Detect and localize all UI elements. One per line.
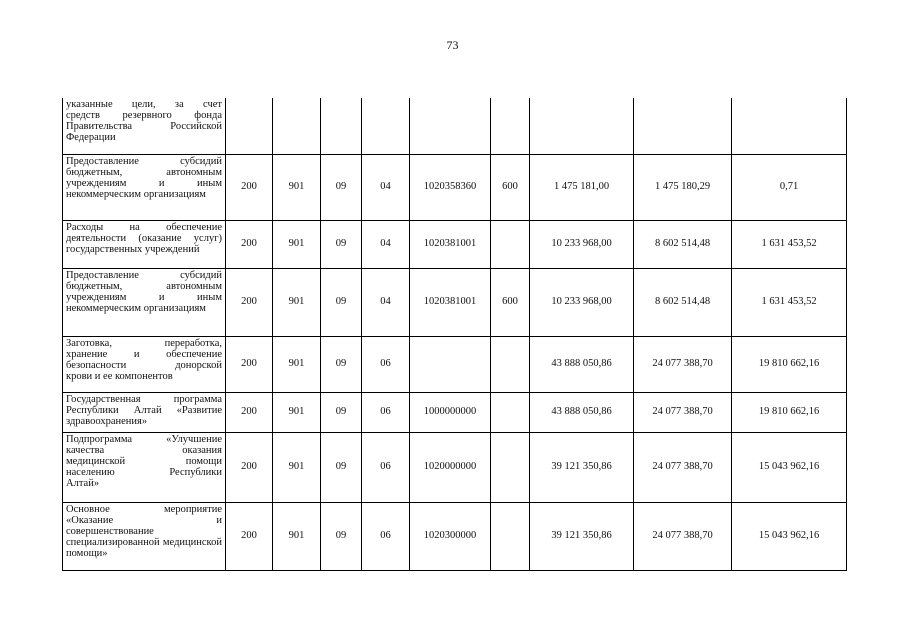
description-line: некоммерческим организациям xyxy=(66,302,206,314)
section-code: 09 xyxy=(321,432,362,502)
approved-amount: 43 888 050,86 xyxy=(530,392,634,432)
admin-code: 200 xyxy=(226,268,273,336)
admin-code xyxy=(226,98,273,154)
description-line: учреждениям и иным xyxy=(66,177,222,189)
expense-type-code xyxy=(491,432,530,502)
description-line: Основное мероприятие xyxy=(66,503,222,515)
description-line: Подпрограмма «Улучшение xyxy=(66,433,222,445)
unexecuted-amount xyxy=(732,98,847,154)
description-line: Предоставление субсидий xyxy=(66,269,222,281)
subsection-code: 04 xyxy=(362,154,410,220)
description-line: средств резервного фонда xyxy=(66,110,222,122)
ministry-code: 901 xyxy=(273,502,321,570)
expense-type-code xyxy=(491,392,530,432)
executed-amount xyxy=(634,98,732,154)
admin-code: 200 xyxy=(226,220,273,268)
subsection-code: 04 xyxy=(362,268,410,336)
description-line: бюджетным, автономным xyxy=(66,280,222,292)
table-row xyxy=(63,98,847,154)
unexecuted-amount: 19 810 662,16 xyxy=(732,392,847,432)
description-line: учреждениям и иным xyxy=(66,291,222,303)
section-code: 09 xyxy=(321,220,362,268)
description-line: безопасности донорской xyxy=(66,359,222,371)
description-line: здравоохранения» xyxy=(66,415,148,427)
ministry-code: 901 xyxy=(273,392,321,432)
section-code: 09 xyxy=(321,268,362,336)
ministry-code: 901 xyxy=(273,432,321,502)
ministry-code xyxy=(273,98,321,154)
table-row xyxy=(63,220,847,268)
ministry-code: 901 xyxy=(273,154,321,220)
description-line: Федерации xyxy=(66,132,116,144)
target-article-code: 1020300000 xyxy=(410,502,491,570)
executed-amount: 24 077 388,70 xyxy=(634,502,732,570)
approved-amount: 1 475 181,00 xyxy=(530,154,634,220)
table-row xyxy=(63,502,847,570)
row-description xyxy=(63,502,226,570)
approved-amount: 39 121 350,86 xyxy=(530,502,634,570)
target-article-code: 1000000000 xyxy=(410,392,491,432)
section-code: 09 xyxy=(321,392,362,432)
target-article-code: 1020000000 xyxy=(410,432,491,502)
expense-type-code xyxy=(491,98,530,154)
admin-code: 200 xyxy=(226,502,273,570)
target-article-code: 1020381001 xyxy=(410,220,491,268)
table-row xyxy=(63,336,847,392)
admin-code: 200 xyxy=(226,336,273,392)
description-line: медицинской помощи xyxy=(66,455,222,467)
section-code: 09 xyxy=(321,336,362,392)
section-code: 09 xyxy=(321,502,362,570)
row-description xyxy=(63,268,226,336)
expense-type-code xyxy=(491,220,530,268)
executed-amount: 24 077 388,70 xyxy=(634,336,732,392)
description-line: Предоставление субсидий xyxy=(66,155,222,167)
ministry-code: 901 xyxy=(273,220,321,268)
description-line: Алтай» xyxy=(66,477,100,489)
description-line: Расходы на обеспечение xyxy=(66,221,222,233)
subsection-code: 06 xyxy=(362,392,410,432)
executed-amount: 1 475 180,29 xyxy=(634,154,732,220)
executed-amount: 24 077 388,70 xyxy=(634,392,732,432)
row-description xyxy=(63,392,226,432)
budget-table xyxy=(62,98,847,571)
unexecuted-amount: 1 631 453,52 xyxy=(732,220,847,268)
description-line: «Оказание и xyxy=(66,514,222,526)
page-number: 73 xyxy=(446,38,459,52)
table-row xyxy=(63,432,847,502)
subsection-code: 06 xyxy=(362,336,410,392)
description-line: Правительства Российской xyxy=(66,121,222,133)
subsection-code: 06 xyxy=(362,502,410,570)
subsection-code: 06 xyxy=(362,432,410,502)
executed-amount: 24 077 388,70 xyxy=(634,432,732,502)
description-line: крови и ее компонентов xyxy=(66,370,173,382)
ministry-code: 901 xyxy=(273,336,321,392)
unexecuted-amount: 1 631 453,52 xyxy=(732,268,847,336)
description-line: указанные цели, за счет xyxy=(66,99,222,110)
expense-type-code xyxy=(491,336,530,392)
approved-amount: 39 121 350,86 xyxy=(530,432,634,502)
row-description xyxy=(63,336,226,392)
description-line: бюджетным, автономным xyxy=(66,166,222,178)
unexecuted-amount: 15 043 962,16 xyxy=(732,502,847,570)
table-row xyxy=(63,268,847,336)
subsection-code: 04 xyxy=(362,220,410,268)
row-description xyxy=(63,220,226,268)
row-description xyxy=(63,98,226,154)
target-article-code xyxy=(410,98,491,154)
table-row xyxy=(63,392,847,432)
description-line: Заготовка, переработка, xyxy=(66,337,222,349)
description-line: государственных учреждений xyxy=(66,243,200,255)
target-article-code: 1020358360 xyxy=(410,154,491,220)
expense-type-code: 600 xyxy=(491,268,530,336)
admin-code: 200 xyxy=(226,432,273,502)
unexecuted-amount: 0,71 xyxy=(732,154,847,220)
description-line: совершенствование специализированной медицинской помощи» xyxy=(66,525,222,559)
executed-amount: 8 602 514,48 xyxy=(634,268,732,336)
section-code: 09 xyxy=(321,154,362,220)
approved-amount xyxy=(530,98,634,154)
description-line: деятельности (оказание услуг) xyxy=(66,232,222,244)
approved-amount: 10 233 968,00 xyxy=(530,220,634,268)
table-row xyxy=(63,154,847,220)
section-code xyxy=(321,98,362,154)
admin-code: 200 xyxy=(226,154,273,220)
description-line: Государственная программа xyxy=(66,393,222,405)
expense-type-code: 600 xyxy=(491,154,530,220)
description-line: хранение и обеспечение xyxy=(66,348,222,360)
description-line: качества оказания xyxy=(66,444,222,456)
ministry-code: 901 xyxy=(273,268,321,336)
executed-amount: 8 602 514,48 xyxy=(634,220,732,268)
approved-amount: 10 233 968,00 xyxy=(530,268,634,336)
target-article-code: 1020381001 xyxy=(410,268,491,336)
admin-code: 200 xyxy=(226,392,273,432)
unexecuted-amount: 15 043 962,16 xyxy=(732,432,847,502)
target-article-code xyxy=(410,336,491,392)
description-line: некоммерческим организациям xyxy=(66,188,206,200)
expense-type-code xyxy=(491,502,530,570)
description-line: населению Республики xyxy=(66,466,222,478)
row-description xyxy=(63,154,226,220)
row-description xyxy=(63,432,226,502)
approved-amount: 43 888 050,86 xyxy=(530,336,634,392)
unexecuted-amount: 19 810 662,16 xyxy=(732,336,847,392)
description-line: Республики Алтай «Развитие xyxy=(66,404,222,416)
subsection-code xyxy=(362,98,410,154)
